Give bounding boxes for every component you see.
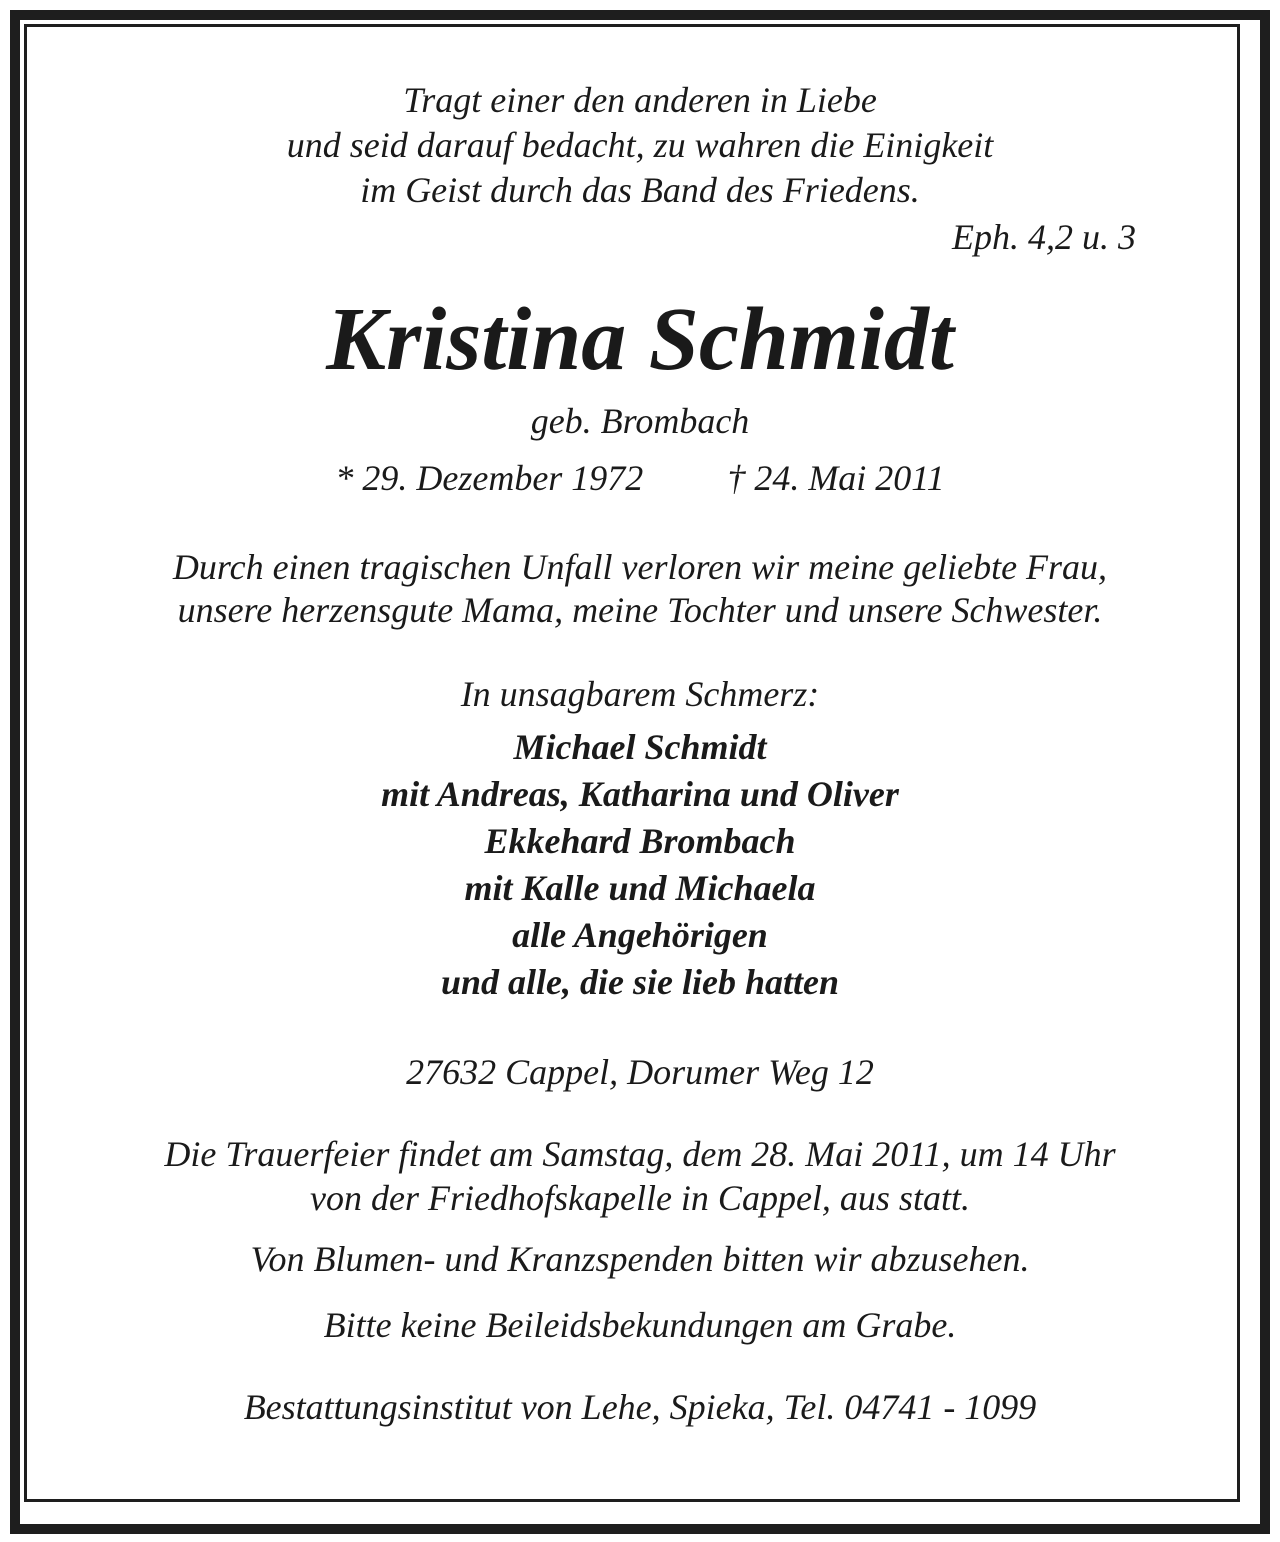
mourner-line: mit Andreas, Katharina und Oliver [381,774,899,814]
verse-line: und seid darauf bedacht, zu wahren die Einigkeit [286,125,994,165]
mourner-line: und alle, die sie lieb hatten [440,962,839,1002]
birth-name: geb. Brombach [530,401,750,441]
birth-date: * 29. Dezember 1972 [335,458,644,498]
verse-line: im Geist durch das Band des Friedens. [360,170,920,210]
funeral-ceremony-info [27,1132,1253,1220]
flowers-note: Von Blumen- und Kranzspenden bitten wir abzusehen. [250,1239,1030,1279]
ceremony-line: von der Friedhofskapelle in Cappel, aus statt. [310,1178,970,1218]
mourner-line: alle Angehörigen [512,915,768,955]
mourners-intro: In unsagbarem Schmerz: [460,674,820,714]
obituary-notice [27,27,1253,1429]
verse-line: Tragt einer den anderen in Liebe [403,80,877,120]
condolences-note: Bitte keine Beileidsbekundungen am Grabe. [323,1305,957,1345]
announcement-line: Durch einen tragischen Unfall verloren wir meine geliebte Frau, [172,547,1108,587]
mourners-list [27,724,1253,1006]
family-address: 27632 Cappel, Dorumer Weg 12 [406,1052,874,1092]
verse-reference: Eph. 4,2 u. 3 [952,217,1136,257]
undertaker-info: Bestattungsinstitut von Lehe, Spieka, Tel. 04741 - 1099 [243,1387,1037,1427]
bible-verse [27,78,1253,213]
mourner-line: mit Kalle und Michaela [464,868,816,908]
mourner-line: Michael Schmidt [513,727,767,767]
death-date: † 24. Mai 2011 [727,458,945,498]
life-dates [27,456,1253,500]
mourner-line: Ekkehard Brombach [484,821,796,861]
ceremony-line: Die Trauerfeier findet am Samstag, dem 28. Mai 2011, um 14 Uhr [164,1134,1116,1174]
announcement-text [27,546,1253,632]
announcement-line: unsere herzensgute Mama, meine Tochter und unsere Schwester. [177,590,1103,630]
deceased-name: Kristina Schmidt [326,290,954,389]
